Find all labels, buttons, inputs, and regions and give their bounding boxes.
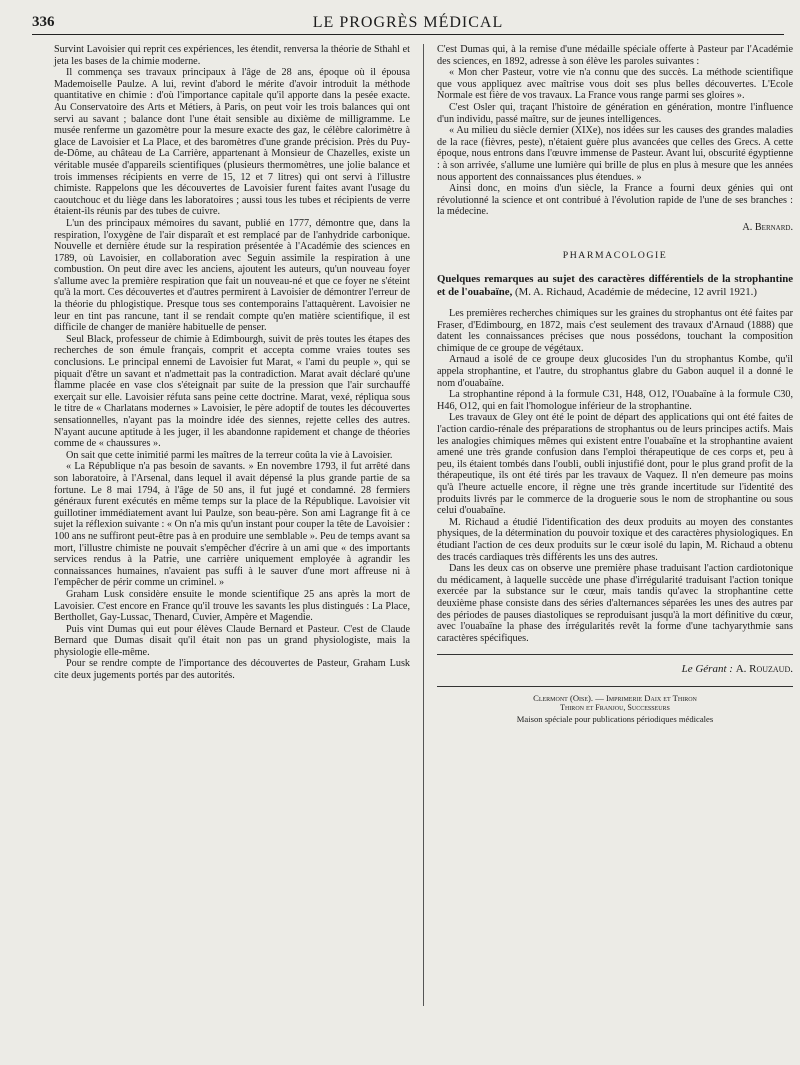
author-signature: A. Bernard. — [742, 221, 793, 233]
gerant-line — [437, 664, 793, 676]
article-source: (M. A. Richaud, Académie de médecine, 12 avril 1921.) — [515, 285, 757, 298]
page-header — [32, 12, 784, 35]
page-number: 336 — [32, 14, 55, 30]
paragraph: « La République n'a pas besoin de savants. » En novembre 1793, il fut arrêté dans son laboratoire, à l'Arsenal, dans lequel il avait dépensé la plus grande partie de sa fortune. Le 8 mai 1794, à l'âge de 50 ans, il fut jugé et condamné. 28 fermiers généraux furent exécutés en même temps sur la place de la République. Lavoisier vit guillotiner immédiatement avant lui Paulze, son beau-père. Son ami Lagrange fit à ce sujet la réflexion suivante : « On n'a mis qu'un instant pour couper la tête de Lavoisier : 100 ans ne suffiront peut-être pas à en produire une semblable ». Peu de temps avant sa mort, l'illustre chimiste ne pouvait s'empêcher d'écrire à un ami que « des importants services rendus à la Patrie, une carrière uniquement employée à agrandir les connaissances humaines, n'avaient pas suffi à le sauver d'une mort affreuse ni à l'empêcher de périr comme un criminel. » — [54, 461, 410, 589]
paragraph: « Au milieu du siècle dernier (XIXe), nos idées sur les causes des grandes maladies de la race (fièvres, peste), n'étaient guère plus avancées que celles des Grecs. A cette époque, nous entrons dans l'œuvre immense de Pasteur. Avant lui, obscurité égyptienne : à son arrivée, s'allume une lumière qui brille de plus en plus à mesure que les années nous apportent des connaissances plus étendues. » — [437, 125, 793, 183]
paragraph: C'est Dumas qui, à la remise d'une médaille spéciale offerte à Pasteur par l'Académie des sciences, en 1892, adresse à son élève les paroles suivantes : — [437, 44, 793, 67]
paragraph: Ainsi donc, en moins d'un siècle, la France a fourni deux génies qui ont révolutionné la science et ont contribué à l'évolution rapide de l'une de ses branches : la médecine. — [437, 183, 793, 218]
paragraph: Seul Black, professeur de chimie à Edimbourgh, suivit de près toutes les étapes des recherches de son émule français, comprit et accepta comme vraies toutes ses conclusions. Le principal ennemi de Lavoisier fut Marat, « l'ami du peuple », qui se piquait d'être un savant et n'admettait pas la contradiction. Marat avait déclaré qu'une flamme placée en vase clos s'éteignait par suite de la pression que l'air surchauffé exerçait sur elle. Lavoisier réfuta sans peine cette doctrine. Marat, vexé, répliqua sous le titre de « Charlatans modernes » Lavoisier, le père adoptif de toutes les découvertes sensationnelles, n'ayant pas la moindre idée des siennes, rejette celles des autres. N'ayant aucune aptitude à les juger, il les abandonne rapidement et change de théories comme de « chaussures ». — [54, 333, 410, 450]
running-title: LE PROGRÈS MÉDICAL — [312, 14, 504, 31]
paragraph: L'un des principaux mémoires du savant, publié en 1777, démontre que, dans la respiration, l'oxygène de l'air disparaît et est remplacé par de l'anhydride carbonique. Nouvelle et dernière étude sur la respiration présentée à l'Académie des sciences en 1789, où Lavoisier, en collaboration avec Seguin assimile la respiration à une combustion. On peut dire avec les anciens, ajoutent les auteurs, qu'un nouveau foyer s'allume avec la première respiration que fait un nouveau-né et que ce foyer ne s'éteint qu'à la mort. Ces découvertes et d'autres permirent à Lavoisier de démontrer l'erreur de la théorie du phlogistique. Presque tous ses contemporains l'attaquèrent. Lavoisier ne leur en tint pas rancune, tant il se rendait compte qu'en matière scientifique, il est difficile de changer de manière habituelle de penser. — [54, 217, 410, 334]
paragraph: C'est Osler qui, traçant l'histoire de génération en génération, montre l'influence d'un individu, passé maître, sur de jeunes intelligences. — [437, 101, 793, 125]
paragraph: « Mon cher Pasteur, votre vie n'a connu que des succès. La méthode scientifique que vous appliquez avec maîtrise vous doit ses plus belles découvertes. L'Ecole Normale est fière de vos travaux. La France vous range parmi ses gloires ». — [437, 67, 793, 102]
gerant-label: Le Gérant : — [681, 663, 733, 676]
paragraph: Pour se rendre compte de l'importance des découvertes de Pasteur, Graham Lusk cite deux jugements portés par des autorités. — [54, 658, 410, 682]
paragraph: Il commença ses travaux principaux à l'âge de 28 ans, époque où il épousa Mademoiselle Paulze. A lui, revint d'abord le mérite d'avoir introduit la méthode quantitative en chimie : d'où l'importance capitale qu'il apporte dans la pesée exacte. Au Conservatoire des Arts et Métiers, à Paris, on peut voir les trois balances qui ont servi au savant ; balance dont l'une était sensible au dixième de milligramme. Le musée renferme un gazomètre pour la mesure exacte des gaz, le célèbre calorimètre à glace de Lavoisier et La Place, et des baromètres d'une grande précision. Près du Puy-de-Dôme, au château de La Carrière, appartenant à Monsieur de Chazelles, existe un véritable musée d'appareils scientifiques (plusieurs thermomètres, une jolie balance et trois immenses récipients en verre de 15, 12 et 7 litres) qui ont servi à l'illustre chimiste. Rappelons que les découvertes de Lavoisier furent faites avant l'usage du caoutchouc et du liège dans les laboratoires ; aussi tous les tubes et récipients de verre étaient-ils réunis par des tubes de cuivre. — [54, 67, 410, 218]
gerant-name: A. Rouzaud. — [735, 663, 793, 676]
left-column — [54, 44, 410, 682]
article-heading — [437, 273, 793, 298]
paragraph: Les premières recherches chimiques sur les graines du strophantus ont été faites par Fraser, d'Edimbourg, en 1872, mais c'est seulement des travaux d'Arnaud (1888) que datent les connaissances précises que nous possédons, touchant la composition chimique de ce groupe de végétaux. — [437, 308, 793, 354]
imprint-line: Thiron et Franjou, Successeurs — [560, 703, 670, 713]
section-title: PHARMACOLOGIE — [562, 249, 668, 261]
column-divider — [423, 44, 424, 1006]
right-column — [437, 44, 793, 724]
printer-imprint — [437, 686, 793, 725]
imprint-line: Clermont (Oise). — Imprimerie Daix et Thiron — [533, 692, 697, 703]
paragraph: Dans les deux cas on observe une première phase traduisant l'action cardiotonique du médicament, à laquelle succède une phase d'irrégularité traduisant l'action tonique exercée par la substance sur le cœur, mais tandis qu'avec la strophantine cette deuxième phase consiste dans des séries d'alternances séparées les unes des autres par des périodes de pauses diastoliques se reproduisant jusqu'à la mort définitive du cœur, avec l'ouabaïne la phase des irrégularités revêt la forme d'une tachyarythmie sans caractères spécifiques. — [437, 563, 793, 644]
paragraph: Graham Lusk considère ensuite le monde scientifique 25 ans après la mort de Lavoisier. C'est encore en France qu'il trouve les savants les plus distingués : La Place, Berthollet, Gay-Lussac, Thenard, Cuvier, Ampère et Magendie. — [54, 588, 410, 624]
article-title: Quelques remarques au sujet des caractères différentiels de la strophantine et de l'ouabaïne, — [437, 273, 793, 298]
paragraph: La strophantine répond à la formule C31, H48, O12, l'Ouabaïne à la formule C30, H46, O12, qui en fait l'homologue inférieur de la strophantine. — [437, 389, 793, 412]
paragraph: On sait que cette inimitié parmi les maîtres de la terreur coûta la vie à Lavoisier. — [66, 449, 393, 461]
paragraph: Survint Lavoisier qui reprit ces expériences, les étendit, renversa la théorie de Sthahl et jeta les bases de la chimie moderne. — [54, 44, 410, 67]
paragraph: Arnaud a isolé de ce groupe deux glucosides l'un du strophantus Kombe, qu'il appela strophantine, et l'autre, du strophantus glabre du Gabon auquel il a donné le nom d'ouabaïne. — [437, 354, 793, 389]
paragraph: Puis vint Dumas qui eut pour élèves Claude Bernard et Pasteur. C'est de Claude Bernard que Dumas disait qu'il était non pas un grand physiologiste, mais la physiologie elle-même. — [54, 623, 410, 658]
horizontal-rule — [437, 654, 793, 655]
paragraph: Les travaux de Gley ont été le point de départ des applications qui ont été faites de l'action cardio-rénale des préparations de strophantus ou de leurs principes actifs. Mais les analogies chimiques mêmes qui existent entre l'ouabaïne et la strophantine avaient amené une très grande confusion dans l'emploi thérapeutique de ces corps et, peu à peu, ils étaient tombés dans l'oubli, oubli injustifié dont, pour le plus grand profit de la thérapeutique, ils ont été tirés par les travaux de Vaquez. Il n'en demeure pas moins qu'à l'heure actuelle encore, il règne une très grande incertitude sur l'identité des produits livrés par le commerce de la droguerie sous le nom de strophantine ou sous celui d'ouabaïne. — [437, 412, 793, 517]
paragraph: M. Richaud a étudié l'identification des deux produits au moyen des constantes physiques, de la détermination du pouvoir toxique et des caractères physiologiques. En étudiant l'action de ces deux produits sur le cœur isolé du lapin, M. Richaud a obtenu des tracés cardiaques très différents les uns des autres. — [437, 516, 793, 563]
imprint-line: Maison spéciale pour publications périodiques médicales — [516, 713, 714, 724]
